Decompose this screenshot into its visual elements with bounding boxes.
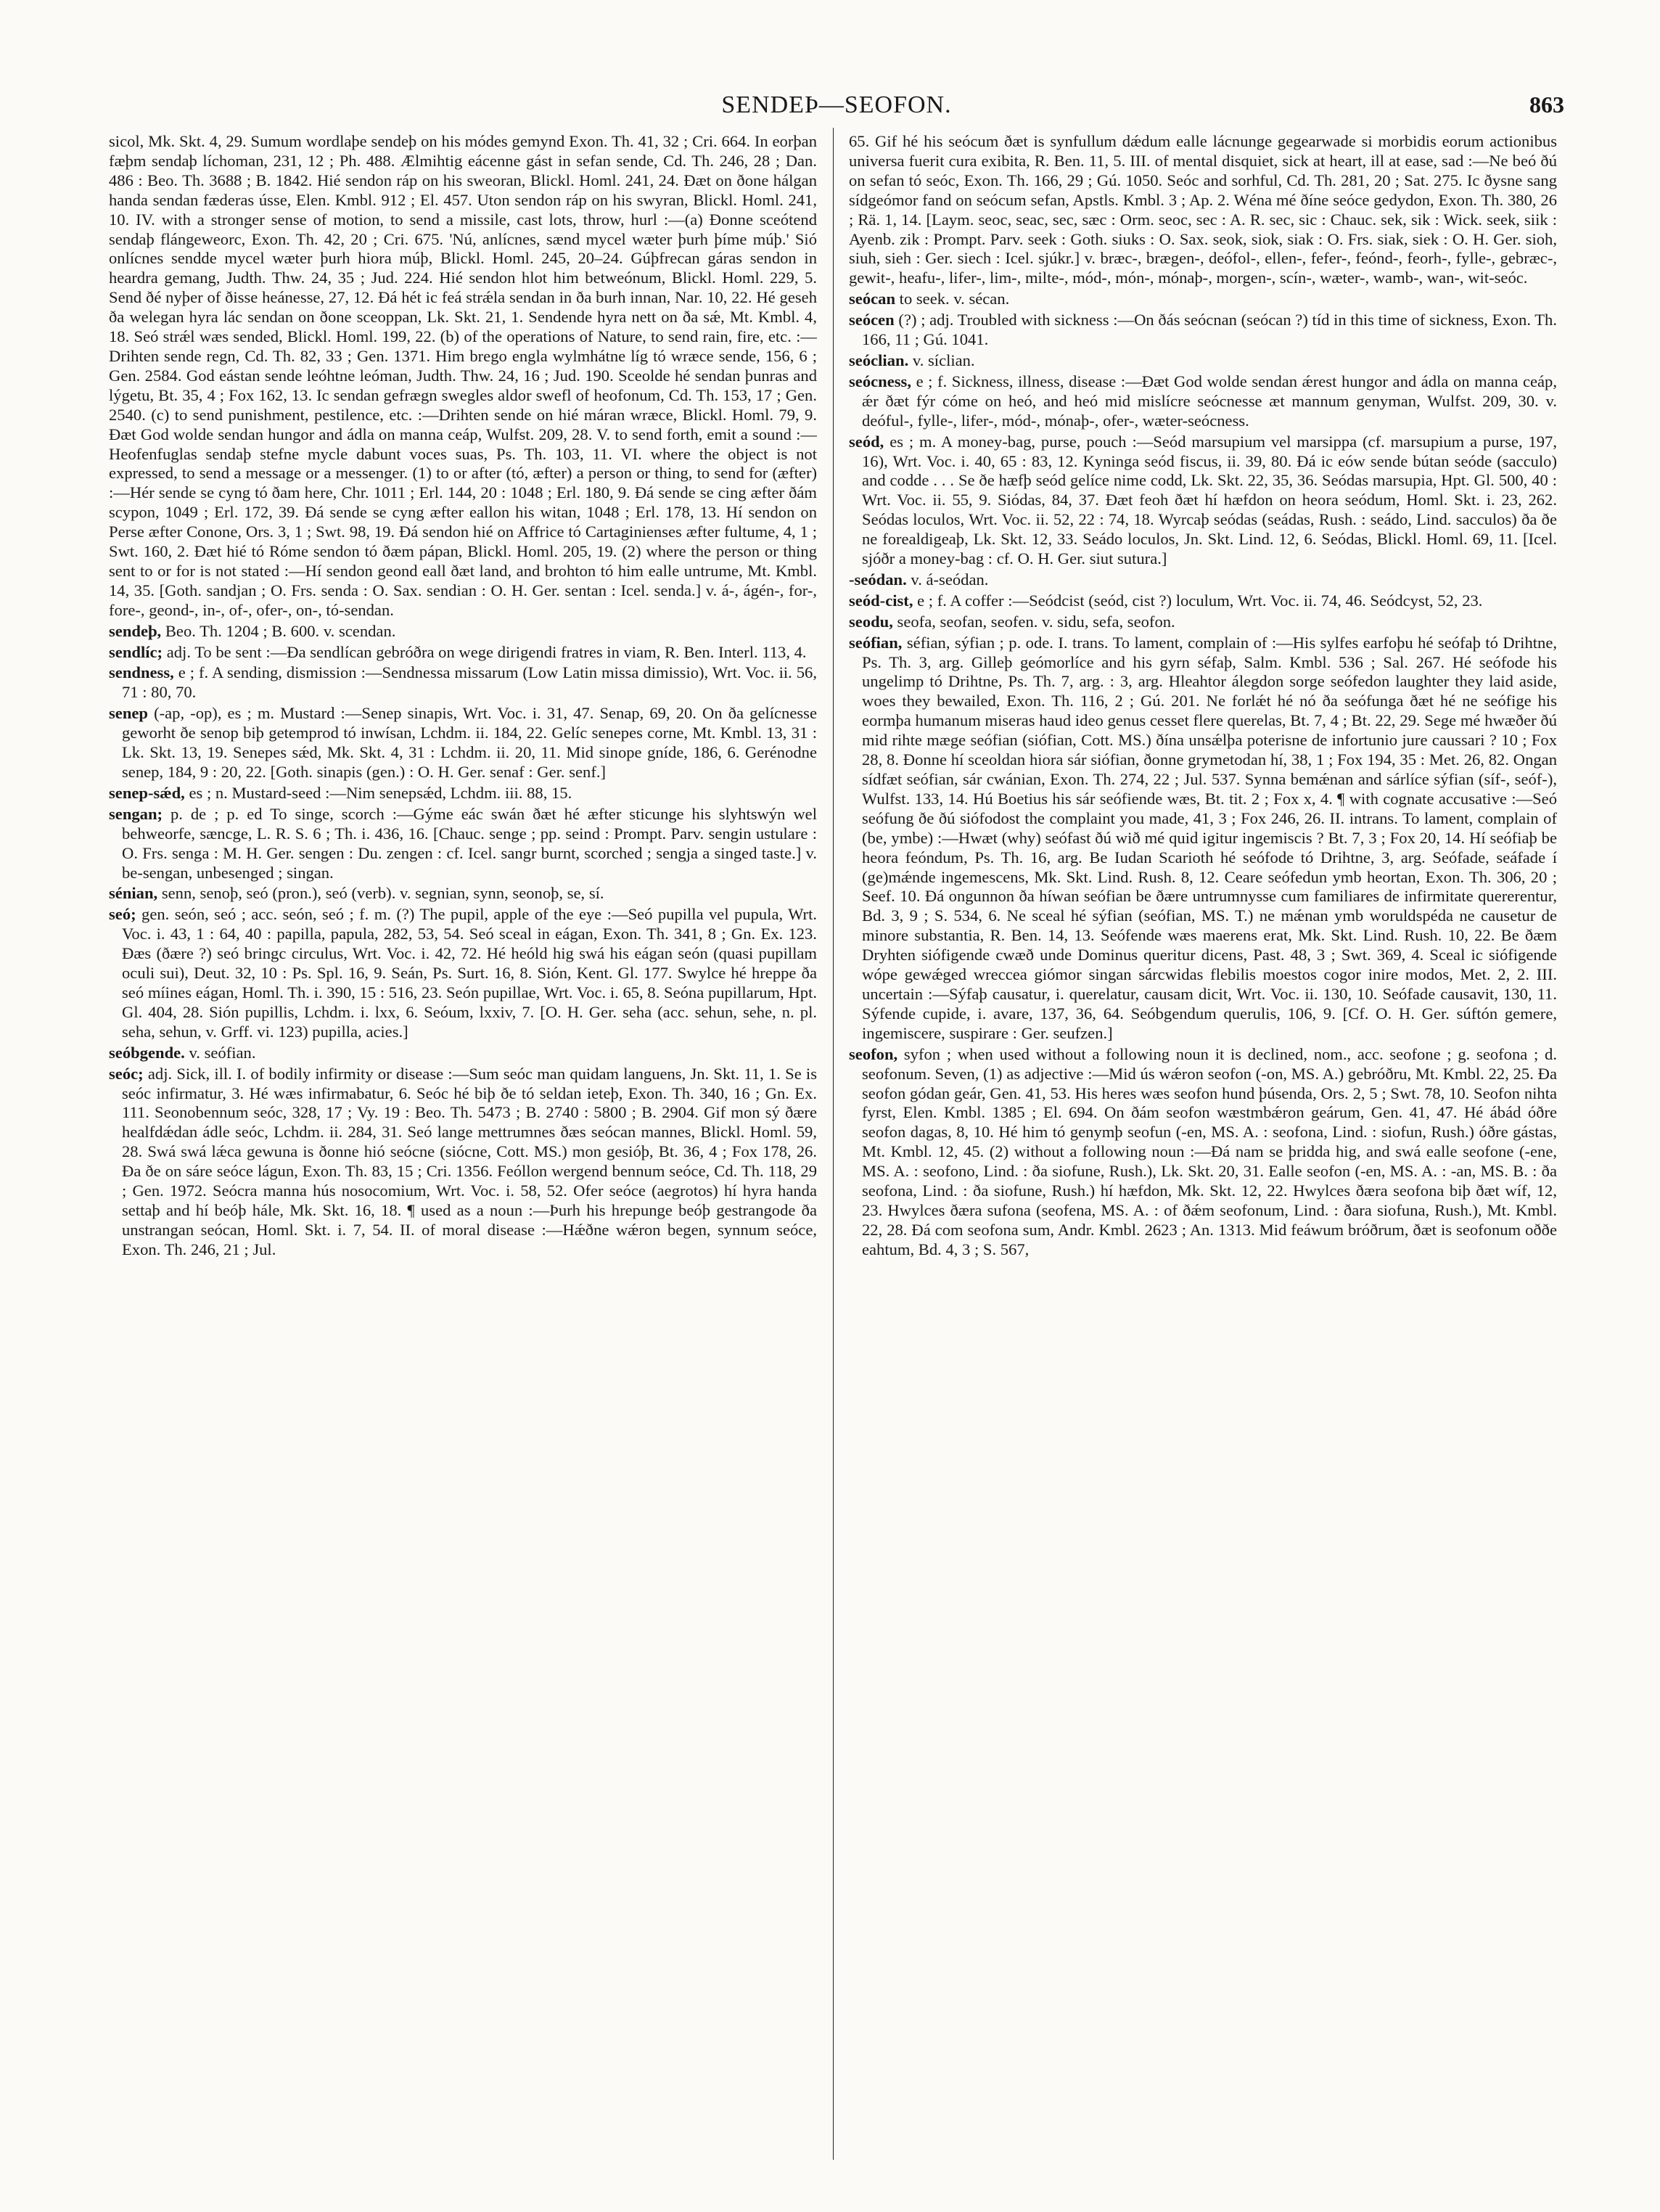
entry-text: v. síclian.	[908, 351, 975, 369]
dictionary-entry	[849, 372, 1557, 431]
entry-text: seofa, seofan, seofen. v. sidu, sefa, seofon.	[892, 612, 1175, 631]
dictionary-entry	[109, 643, 817, 663]
entry-text: adj. To be sent :—Ða sendlícan gebróðra on wege dirigendi fratres in viam, R. Ben. Interl. 113, 4.	[163, 642, 807, 661]
entry-text: sicol, Mk. Skt. 4, 29. Sumum wordlaþe sendeþ on his módes gemynd Exon. Th. 41, 32 ; Cri. 664. In eorþan fæþm sendaþ líchoman, 231, 12 ; Ph. 488. Ælmihtig eácenne gást in sefan sende, Cd. Th. 246, 28 ; Dan. 486 : Beo. Th. 3688 ; B. 1842. Hié sendon ráp on his sweoran, Blickl. Homl. 241, 24. Ðæt on ðone hálgan handa sendan fæderas ússe, Elen. Kmbl. 912 ; El. 457. Uton sendon ráp on his swyran, Blickl. Homl. 241, 10. IV. with a stronger sense of motion, to send a missile, cast lots, throw, hurl :—(a) Ðonne sceótend sendaþ flángeweorc, Exon. Th. 42, 20 ; Cri. 675. 'Nú, anlícnes, sænd mycel wæter þurh þíme múþ.' Sió onlícnes sendde mycel wæter þurh hiora múþ, Blickl. Homl. 245, 20–24. Gúþfrecan gáras sendon in heardra gemang, Judth. Thw. 24, 35 ; Jud. 224. Hié sendon hlot him betweónum, Blickl. Homl. 229, 5. Send ðé nyþer of ðisse heánesse, 27, 12. Ðá hét ic feá strǽla sendan in ða burh innan, Nar. 10, 22. Hé geseh ða welegan hyra lác sendan on ðone sceoppan, Lk. Skt. 21, 1. Sendende hyra nett on ða sǽ, Mt. Kmbl. 4, 18. Seó strǽl wæs sended, Blickl. Homl. 199, 22. (b) of the operations of Nature, to send rain, fire, etc. :—Drihten sende regn, Cd. Th. 82, 33 ; Gen. 1371. Him brego engla wylmhátne líg tó wræce sende, 156, 6 ; Gen. 2584. God eástan sende leóhtne leóman, Judth. Thw. 24, 16 ; Jud. 190. Sceolde hé sendan þunras and lýgetu, Bt. 35, 4 ; Fox 162, 13. Ic sendan gefrægn swegles aldor swefl of heofonum, Cd. Th. 153, 17 ; Gen. 2540. (c) to send punishment, pestilence, etc. :—Drihten sende on hié máran wræce, Blickl. Homl. 79, 9. Ðæt God wolde sendan hungor and ádla on manna ceáp, Wulfst. 209, 28. V. to send forth, emit a sound :—Heofenfuglas sendaþ stefne mycle dabunt voces suas, Ps. Th. 103, 11. VI. where the object is not expressed, to send a message or a messenger. (1) to or after (tó, æfter) a person or thing, to send for (æfter) :—Hér sende se cyng tó ðam here, Chr. 1011 ; Erl. 144, 20 : 1048 ; Erl. 180, 9. Ðá sende se cing æfter ðám scypon, 1049 ; Erl. 172, 39. Ðá sende se cyng æfter eallon his witan, 1048 ; Erl. 178, 13. Hí sendon on Perse æfter Conone, Ors. 3, 1 ; Swt. 98, 19. Ðá sendon hié on Affrice tó Cartaginienses æfter fultume, 4, 1 ; Swt. 160, 2. Ðæt hié tó Róme sendon tó ðæm pápan, Blickl. Homl. 205, 19. (2) where the person or thing sent to or for is not stated :—Hí sendon geond eall ðæt land, and brohton tó him ealle untrume, Mt. Kmbl. 14, 35. [Goth. sandjan ; O. Frs. senda : O. Sax. sendian : O. H. Ger. sentan : Icel. senda.] v. á-, ágén-, for-, fore-, geond-, in-, of-, ofer-, on-, tó-sendan.	[109, 132, 817, 619]
entry-text: gen. seón, seó ; acc. seón, seó ; f. m. (?) The pupil, apple of the eye :—Seó pupilla vel pupula, Wrt. Voc. i. 43, 1 : 64, 40 : papilla, papula, 282, 53, 54. Seó sceal in eágan, Exon. Th. 341, 8 ; Gn. Ex. 123. Ðæs (ðære ?) seó bringc circulus, Wrt. Voc. i. 42, 72. Hé heóld hig swá his eágan seón (quasi pupillam oculi sui), Deut. 32, 10 : Ps. Spl. 16, 9. Seán, Ps. Surt. 16, 8. Sión, Kent. Gl. 177. Swylce hé hreppe ða seó míines eágan, Homl. Th. i. 390, 15 : 516, 23. Seón pupillae, Wrt. Voc. i. 65, 8. Seóna pupillarum, Hpt. Gl. 404, 28. Sión pupillis, Lchdm. i. lxx, 6. Seóum, lxxiv, 7. [O. H. Ger. seha (acc. sehun, sehe, n. pl. seha, sehun, v. Grff. vi. 123) pupilla, acies.]	[122, 905, 817, 1041]
entry-text: v. seófian.	[184, 1043, 256, 1062]
entry-text: (?) ; adj. Troubled with sickness :—On ðás seócnan (seócan ?) tíd in this time of sickness, Exon. Th. 166, 11 ; Gú. 1041.	[862, 311, 1557, 349]
entry-text: to seek. v. sécan.	[895, 290, 1010, 308]
entry-text: v. á-seódan.	[906, 570, 989, 589]
entry-headword: sénian,	[109, 884, 158, 903]
dictionary-entry	[109, 622, 817, 642]
dictionary-entry	[109, 905, 817, 1041]
entry-headword: seócness,	[849, 372, 911, 390]
entry-headword: sendeþ,	[109, 621, 162, 640]
entry-headword: seofon,	[849, 1044, 898, 1063]
dictionary-entry	[109, 1065, 817, 1260]
right-column	[849, 132, 1557, 2164]
entry-headword: seóclian.	[849, 351, 909, 369]
entry-headword: sendlíc;	[109, 642, 163, 661]
entry-headword: sendness,	[109, 663, 174, 682]
entry-headword: seócen	[849, 311, 895, 329]
dictionary-entry	[849, 634, 1557, 1044]
left-column	[109, 132, 817, 2164]
dictionary-entry	[109, 884, 817, 904]
entry-headword: -seódan.	[849, 570, 907, 589]
entry-text: Beo. Th. 1204 ; B. 600. v. scendan.	[161, 621, 396, 640]
dictionary-entry	[849, 591, 1557, 611]
entry-text: 65. Gif hé his seócum ðæt is synfullum dǽdum ealle lácnunge gegearwade si morbidis eorum actionibus universa fuerit cura exibita, R. Ben. 11, 5. III. of mental disquiet, sick at heart, ill at ease, sad :—Ne beó ðú on sefan tó seóc, Exon. Th. 166, 29 ; Gú. 1050. Seóc and sorhful, Cd. Th. 281, 20 ; Sat. 275. Ic ðysne sang sídgeómor fand on seócum sefan, Apstls. Kmbl. 3 ; Ap. 2. Wéna mé ðíne seóce gedydon, Exon. Th. 380, 26 ; Rä. 1, 14. [Laym. seoc, seac, sec, sæc : Orm. seoc, sec : A. R. sec, sic : Chauc. sek, sik : Wick. seek, siik : Ayenb. zik : Prompt. Parv. seek : Goth. siuks : O. Sax. seok, siok, siak : O. Frs. siak, siek : O. H. Ger. sioh, siuh, sieh : Ger. siech : Icel. sjúkr.] v. bræc-, brægen-, deófol-, ellen-, fefer-, feónd-, feorh-, fylle-, gebræc-, gewit-, heafu-, lifer-, lim-, milte-, mód-, món-, mónaþ-, morgen-, scín-, wæter-, wamb-, wan-, wit-seóc.	[849, 132, 1557, 287]
entry-text: es ; n. Mustard-seed :—Nim senepsǽd, Lchdm. iii. 88, 15.	[184, 783, 572, 802]
dictionary-entry	[109, 132, 817, 620]
entry-text: adj. Sick, ill. I. of bodily infirmity or disease :—Sum seóc man quidam languens, Jn. Skt. 11, 1. Se is seóc infirmatur, 3. Hé wæs infirmabatur, 6. Seóc hé biþ ðe tó seldan ieteþ, Exon. Th. 340, 16 ; Gn. Ex. 111. Seonobennum seóc, 328, 17 ; Vy. 19 : Beo. Th. 5473 ; B. 2740 : 5800 ; B. 2904. Gif mon sý ðære healfdǽdan ádle seóc, Lchdm. ii. 284, 31. Seó lange mettrumnes ðæs seócan mannes, Blickl. Homl. 59, 28. Swá swá lǽca gewuna is ðonne hió seócne (siócne, Cott. MS.) mon gesióþ, Bt. 36, 4 ; Fox 178, 26. Ða ðe on sáre seóce lágun, Exon. Th. 83, 15 ; Cri. 1356. Feóllon wergend bennum seóce, Cd. Th. 118, 29 ; Gen. 1972. Seócra manna hús nosocomium, Wrt. Voc. i. 58, 52. Ofer seóce (aegrotos) hí hyra handa settaþ and hí beóþ hále, Mk. Skt. 16, 18. ¶ used as a noun :—Þurh his hrepunge beóþ gestrangode ða unstrangan seócan, Homl. Skt. i. 7, 54. II. of moral disease :—Hǽðne wǽron begen, synnum seóce, Exon. Th. 246, 21 ; Jul.	[122, 1064, 817, 1258]
page-header	[109, 91, 1564, 123]
entry-headword: seófian,	[849, 633, 903, 652]
dictionary-entry	[849, 570, 1557, 590]
column-divider	[833, 128, 834, 2160]
dictionary-entry	[849, 290, 1557, 309]
entry-headword: seód-cist,	[849, 591, 913, 610]
dictionary-entry	[849, 311, 1557, 350]
entry-text: séfian, sýfian ; p. ode. I. trans. To lament, complain of :—His sylfes earfoþu hé seófaþ tó Drihtne, Ps. Th. 3, arg. Gilleþ geómorlíce and his gyrn séfaþ, Salm. Kmbl. 536 ; Sal. 267. Hé seófode his ungelimp tó Drihtne, Ps. Th. 7, arg. : 3, arg. Hleahtor álegdon sorge seófedon laughter they laid aside, woes they bewailed, Exon. Th. 116, 2 ; Gú. 201. Ne forlǽt hé nó ða seófunga ðæt hé ne seófige his eormþa humanum miseras haud ideo genus cesset flere querelas, Bt. 7, 4 ; Bt. 22, 29. Sege mé hwæðer ðú mid rihte mæge seófian (siófian, Cott. MS.) ðína unsǽlþa poterisne de infortunio jure caussari ? 10 ; Fox 28, 8. Ðonne hí sceoldan hiora sár siófian, ðonne grymetodan hí, 38, 1 ; Fox 194, 35 : Met. 26, 82. Ongan sídfæt seófian, sár cwánian, Exon. Th. 274, 22 ; Jul. 537. Synna bemǽnan and sárlíce sýfian (síf-, seóf-), Wulfst. 133, 14. Hú Boetius his sár seófiende wæs, Bt. tit. 2 ; Fox x, 4. ¶ with cognate accusative :—Seó seófung ðe ðú siófodost the complaint you made, 41, 3 ; Fox 246, 26. II. intrans. To lament, complain of (be, ymbe) :—Hwæt (why) seófast ðú wið mé quid igitur ingemiscis ? Bt. 7, 3 ; Fox 20, 14. Hí seófiaþ be heora feóndum, Ps. Th. 16, arg. Be Iudan Scarioth hé seófode tó Drihtne, 3, arg. Seófade, seáfade í (ge)mǽnde ingemescens, Mk. Skt. Lind. Rush. 8, 12. Ceare seófedun ymb heortan, Exon. Th. 306, 20 ; Seef. 10. Ðá ongunnon ða híwan seófian be ðære untrumnysse cum familiares de infirmitate quererentur, Bd. 3, 9 ; S. 534, 6. Ne sceal hé sýfian (seófian, MS. T.) ne mǽnan ymb woruldspéda ne causetur de minore substantia, R. Ben. 14, 13. Seófende wæs maerens erat, Mk. Skt. Lind. Rush. 10, 22. Be ðæm Dryhten siófigende cwæð unde Dominus queritur dicens, Past. 48, 3 ; Swt. 369, 4. Sceal ic siófigende wópe gewǽged wreccea giómor singan sárcwidas flebilis moestos cogor inire modos, Met. 2, 2. III. uncertain :—Sýfaþ causatur, i. querelatur, causam dicit, Wrt. Voc. ii. 130, 10. Seófade causavit, 130, 11. Sýfende cupide, i. avare, 137, 36, 64. Seóbgendum querulis, 106, 9. [Cf. O. H. Ger. súftón gemere, ingemiscere, suspirare : Ger. seufzen.]	[862, 633, 1557, 1042]
page-number: 863	[1529, 91, 1564, 118]
dictionary-entry	[849, 132, 1557, 288]
entry-headword: seodu,	[849, 612, 893, 631]
entry-text: es ; m. A money-bag, purse, pouch :—Seód marsupium vel marsippa (cf. marsupium a purse, 197, 16), Wrt. Voc. i. 40, 65 : 83, 12. Kyninga seód fiscus, ii. 39, 80. Ðá ic eów sende bútan seóde (sacculo) and codde . . . Se ðe hæfþ seód gelíce nime codd, Lk. Skt. 22, 35, 36. Seódas marsupia, Hpt. Gl. 500, 40 : Wrt. Voc. ii. 55, 9. Siódas, 84, 37. Ðæt feoh ðæt hí hæfdon on heora seódum, Homl. Skt. i. 23, 262. Seódas loculos, Wrt. Voc. ii. 52, 22 : 74, 18. Wyrcaþ seódas (seádas, Rush. : seádo, Lind. sacculos) ða ðe ne forealdigeaþ, Lk. Skt. 12, 33. Seádo loculos, Jn. Skt. Lind. 12, 6. Seódas, Blickl. Homl. 69, 11. [Icel. sjóðr a money-bag : cf. O. H. Ger. siut sutura.]	[862, 432, 1557, 568]
dictionary-entry	[109, 805, 817, 883]
entry-text: e ; f. A coffer :—Seódcist (seód, cist ?) loculum, Wrt. Voc. ii. 74, 46. Seódcyst, 52, 23.	[913, 591, 1483, 610]
entry-text: (-ap, -op), es ; m. Mustard :—Senep sinapis, Wrt. Voc. i. 31, 47. Senap, 69, 20. On ða gelícnesse geworht ðe senop biþ getemprod tó inwísan, Lchdm. ii. 184, 22. Gelíc senepes corne, Mt. Kmbl. 13, 31 : Lk. Skt. 13, 19. Senepes sǽd, Mk. Skt. 4, 31 : Lchdm. ii. 20, 11. Mid sinope gníde, 186, 6. Gerénodne senep, 184, 9 : 20, 22. [Goth. sinapis (gen.) : O. H. Ger. senaf : Ger. senf.]	[122, 704, 817, 781]
dictionary-entry	[109, 784, 817, 803]
entry-text: syfon ; when used without a following noun it is declined, nom., acc. seofone ; g. seofona ; d. seofonum. Seven, (1) as adjective :—Mid ús wǽron seofon (-on, MS. A.) gebróðru, Mt. Kmbl. 22, 25. Ða seofon gódan geár, Gen. 41, 53. His heres wæs seofon hund þúsenda, Ors. 2, 5 ; Swt. 78, 10. Seofon nihta fyrst, Elen. Kmbl. 1385 ; El. 694. On ðám seofon wæstmbǽron geárum, Gen. 41, 47. Hé ábád óðre seofon dagas, 8, 10. Hé him tó genymþ seofun (-en, MS. A. : seofona, Lind. : siofun, Rush.) óðre gástas, Mt. Kmbl. 12, 45. (2) without a following noun :—Ðá nam se þridda hig, and swá ealle seofone (-ene, MS. A. : seofono, Lind. : ða siofune, Rush.), Lk. Skt. 20, 31. Ealle seofon (-en, MS. A. : -an, MS. B. : ða seofona, Lind. : ða siofune, Rush.) hí hæfdon, Mk. Skt. 12, 22. Hwylces ðæra seofona biþ ðæt wíf, 12, 23. Hwylces ðæra sufona (seofena, MS. A. : of ðǽm seofonum, Lind. : ðara siofuna, Rush.), Mt. Kmbl. 22, 28. Ðá com seofona sum, Andr. Kmbl. 2623 ; An. 1313. Mid feáwum bróðrum, ðæt is seofonum oððe eahtum, Bd. 4, 3 ; S. 567,	[862, 1044, 1557, 1258]
dictionary-entry	[849, 351, 1557, 371]
entry-text: e ; f. Sickness, illness, disease :—Ðæt God wolde sendan ǽrest hungor and ádla on manna ceáp, ǽr ðæt fýr cóme on heó, and heó mid mislícre seócnesse æt mannum genyman, Wulfst. 209, 30. v. deóful-, fylle-, lifer-, mód-, mónaþ-, ofer-, wæter-seócness.	[862, 372, 1557, 430]
entry-headword: sengan;	[109, 804, 163, 823]
entry-text: p. de ; p. ed To singe, scorch :—Gýme eác swán ðæt hé æfter sticunge his slyhtswýn wel behweorfe, sæncge, L. R. S. 6 ; Th. i. 436, 16. [Chauc. senge ; pp. seind : Prompt. Parv. sengin ustulare : O. Frs. senga : M. H. Ger. sengen : Du. zengen : cf. Icel. sangr burnt, scorched ; sengja a singed taste.] v. be-sengan, unbesenged ; singan.	[122, 804, 817, 882]
dictionary-entry	[109, 704, 817, 782]
dictionary-entry	[849, 613, 1557, 632]
dictionary-entry	[109, 1044, 817, 1063]
entry-headword: seód,	[849, 432, 884, 451]
entry-headword: senep-sǽd,	[109, 783, 185, 802]
entry-headword: seó;	[109, 905, 136, 924]
entry-headword: senep	[109, 704, 148, 723]
entry-text: senn, senoþ, seó (pron.), seó (verb). v. segnian, synn, seonoþ, se, sí.	[157, 884, 604, 903]
entry-text: e ; f. A sending, dismission :—Sendnessa missarum (Low Latin missa dimissio), Wrt. Voc. ii. 56, 71 : 80, 70.	[122, 663, 817, 702]
entry-headword: seóbgende.	[109, 1043, 185, 1062]
dictionary-entry	[849, 433, 1557, 569]
entry-headword: seóc;	[109, 1064, 144, 1083]
dictionary-entry	[849, 1045, 1557, 1260]
dictionary-entry	[109, 663, 817, 702]
entry-headword: seócan	[849, 290, 896, 308]
running-title: SENDEÞ—SEOFON.	[721, 91, 952, 118]
